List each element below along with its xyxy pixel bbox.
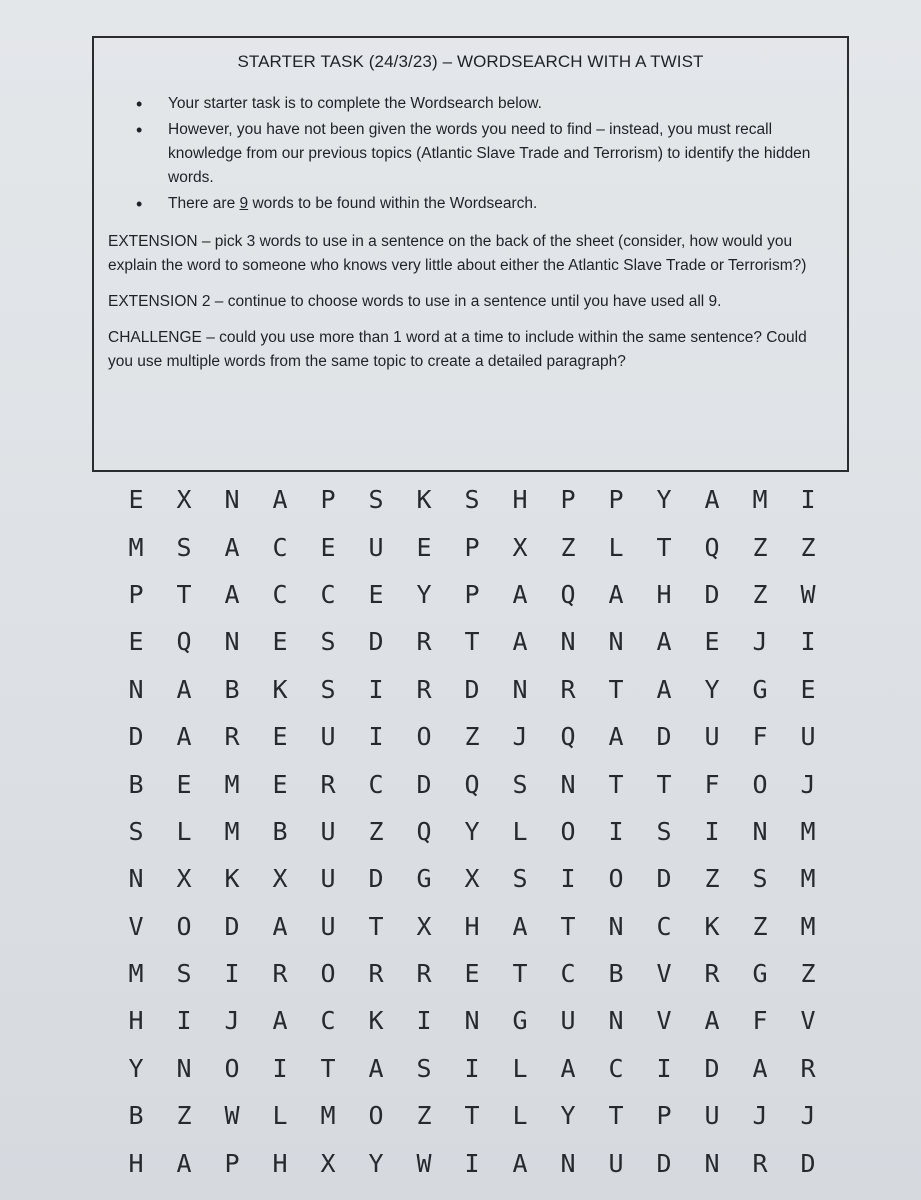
wordsearch-letter: N xyxy=(704,1148,720,1178)
wordsearch-letter: P xyxy=(464,532,480,562)
wordsearch-letter: Z xyxy=(752,532,768,562)
wordsearch-letter: S xyxy=(416,1053,432,1083)
wordsearch-letter: Y xyxy=(416,579,432,609)
wordsearch-letter: Q xyxy=(176,627,192,657)
wordsearch-letter: R xyxy=(320,769,336,799)
wordsearch-letter: P xyxy=(656,1101,672,1131)
wordsearch-letter: K xyxy=(272,674,288,704)
wordsearch-letter: A xyxy=(656,627,672,657)
wordsearch-letter: N xyxy=(560,627,576,657)
wordsearch-letter: C xyxy=(560,959,576,989)
wordsearch-letter: Y xyxy=(464,816,480,846)
wordsearch-letter: O xyxy=(416,722,432,752)
wordsearch-letter: O xyxy=(368,1101,384,1131)
wordsearch-letter: X xyxy=(320,1148,336,1178)
wordsearch-letter: E xyxy=(800,674,816,704)
wordsearch-letter: H xyxy=(128,1006,144,1036)
wordsearch-letter: I xyxy=(224,959,240,989)
wordsearch-letter: R xyxy=(416,627,432,657)
wordsearch-letter: A xyxy=(368,1053,384,1083)
wordsearch-letter: Z xyxy=(464,722,480,752)
wordsearch-letter: L xyxy=(512,816,528,846)
wordsearch-letter: S xyxy=(128,816,144,846)
wordsearch-letter: Z xyxy=(752,579,768,609)
wordsearch-letter: H xyxy=(272,1148,288,1178)
wordsearch-letter: M xyxy=(800,816,816,846)
wordsearch-letter: Y xyxy=(560,1101,576,1131)
instruction-box xyxy=(92,36,849,472)
wordsearch-letter: P xyxy=(608,485,624,515)
wordsearch-letter: I xyxy=(416,1006,432,1036)
wordsearch-letter: U xyxy=(320,911,336,941)
wordsearch-letter: L xyxy=(512,1053,528,1083)
wordsearch-letter: R xyxy=(560,674,576,704)
wordsearch-letter: U xyxy=(704,722,720,752)
wordsearch-letter: W xyxy=(800,579,816,609)
wordsearch-letter: G xyxy=(752,959,768,989)
wordsearch-letter: M xyxy=(320,1101,336,1131)
wordsearch-letter: I xyxy=(464,1053,480,1083)
wordsearch-letter: D xyxy=(416,769,432,799)
wordsearch-letter: T xyxy=(320,1053,336,1083)
wordsearch-letter: A xyxy=(512,627,528,657)
wordsearch-letter: Y xyxy=(656,485,672,515)
wordsearch-letter: I xyxy=(704,816,720,846)
wordsearch-letter: E xyxy=(464,959,480,989)
wordsearch-letter: I xyxy=(608,816,624,846)
wordsearch-letter: R xyxy=(416,959,432,989)
wordsearch-letter: C xyxy=(368,769,384,799)
wordsearch-letter: H xyxy=(464,911,480,941)
wordsearch-letter: P xyxy=(560,485,576,515)
wordsearch-letter: V xyxy=(128,911,144,941)
wordsearch-letter: P xyxy=(464,579,480,609)
wordsearch-letter: S xyxy=(320,674,336,704)
wordsearch-letter: Q xyxy=(560,722,576,752)
wordsearch-letter: X xyxy=(512,532,528,562)
wordsearch-letter: I xyxy=(560,864,576,894)
wordsearch-letter: O xyxy=(224,1053,240,1083)
wordsearch-letter: X xyxy=(272,864,288,894)
wordsearch-letter: U xyxy=(704,1101,720,1131)
wordsearch-letter: Q xyxy=(464,769,480,799)
wordsearch-letter: N xyxy=(224,627,240,657)
wordsearch-letter: O xyxy=(320,959,336,989)
bullet-item xyxy=(108,192,833,216)
wordsearch-letter: B xyxy=(272,816,288,846)
wordsearch-letter: A xyxy=(272,911,288,941)
wordsearch-letter: R xyxy=(272,959,288,989)
wordsearch-letter: N xyxy=(608,911,624,941)
wordsearch-letter: J xyxy=(800,1101,816,1131)
wordsearch-letter: Z xyxy=(752,911,768,941)
wordsearch-letter: M xyxy=(800,911,816,941)
wordsearch-letter: H xyxy=(656,579,672,609)
wordsearch-letter: T xyxy=(656,769,672,799)
wordsearch-letter: D xyxy=(800,1148,816,1178)
wordsearch-letter: H xyxy=(128,1148,144,1178)
wordsearch-letter: Z xyxy=(176,1101,192,1131)
wordsearch-letter: F xyxy=(752,722,768,752)
wordsearch-letter: D xyxy=(224,911,240,941)
wordsearch-letter: R xyxy=(704,959,720,989)
bullet-dot: • xyxy=(136,194,143,214)
wordsearch-letter: N xyxy=(464,1006,480,1036)
wordsearch-letter: U xyxy=(368,532,384,562)
wordsearch-letter: R xyxy=(368,959,384,989)
wordsearch-letter: W xyxy=(416,1148,432,1178)
wordsearch-letter: T xyxy=(656,532,672,562)
wordsearch-letter: R xyxy=(800,1053,816,1083)
wordsearch-letter: O xyxy=(608,864,624,894)
wordsearch-letter: N xyxy=(128,864,144,894)
wordsearch-letter: D xyxy=(464,674,480,704)
wordsearch-letter: G xyxy=(752,674,768,704)
wordsearch-letter: D xyxy=(656,1148,672,1178)
wordsearch-letter: A xyxy=(512,1148,528,1178)
wordsearch-letter: A xyxy=(176,722,192,752)
wordsearch-letter: B xyxy=(128,1101,144,1131)
wordsearch-letter: J xyxy=(752,1101,768,1131)
wordsearch-letter: S xyxy=(320,627,336,657)
wordsearch-letter: F xyxy=(704,769,720,799)
wordsearch-letter: M xyxy=(224,816,240,846)
wordsearch-letter: X xyxy=(176,485,192,515)
wordsearch-letter: D xyxy=(128,722,144,752)
wordsearch-letter: L xyxy=(272,1101,288,1131)
wordsearch-letter: Z xyxy=(800,959,816,989)
wordsearch-letter: V xyxy=(800,1006,816,1036)
bullet-text-before: There are xyxy=(168,195,240,212)
wordsearch-letter: U xyxy=(608,1148,624,1178)
bullet-text-after: words to be found within the Wordsearch. xyxy=(248,195,538,212)
wordsearch-letter: T xyxy=(512,959,528,989)
wordsearch-letter: K xyxy=(704,911,720,941)
wordsearch-letter: T xyxy=(176,579,192,609)
wordsearch-letter: A xyxy=(608,579,624,609)
wordsearch-letter: S xyxy=(368,485,384,515)
wordsearch-letter: M xyxy=(128,532,144,562)
challenge-text: CHALLENGE – could you use more than 1 word at a time to include within the same sentence? Could you use multiple words from the same topic to create a detailed paragraph? xyxy=(108,329,807,370)
wordsearch-letter: O xyxy=(752,769,768,799)
wordsearch-letter: A xyxy=(272,485,288,515)
wordsearch-letter: E xyxy=(272,627,288,657)
wordsearch-letter: K xyxy=(416,485,432,515)
wordsearch-letter: I xyxy=(800,485,816,515)
wordsearch-letter: S xyxy=(464,485,480,515)
wordsearch-letter: A xyxy=(272,1006,288,1036)
wordsearch-letter: N xyxy=(512,674,528,704)
wordsearch-letter: N xyxy=(608,1006,624,1036)
bullet-text: Your starter task is to complete the Wordsearch below. xyxy=(168,95,542,112)
wordsearch-letter: Y xyxy=(368,1148,384,1178)
wordsearch-letter: D xyxy=(704,579,720,609)
wordsearch-letter: A xyxy=(176,674,192,704)
wordsearch-letter: X xyxy=(416,911,432,941)
wordsearch-letter: C xyxy=(272,579,288,609)
wordsearch-letter: N xyxy=(560,769,576,799)
wordsearch-letter: B xyxy=(128,769,144,799)
wordsearch-letter: T xyxy=(608,1101,624,1131)
wordsearch-letter: H xyxy=(512,485,528,515)
wordsearch-letter: S xyxy=(512,769,528,799)
wordsearch-letter: I xyxy=(176,1006,192,1036)
wordsearch-letter: G xyxy=(512,1006,528,1036)
wordsearch-letter: E xyxy=(320,532,336,562)
wordsearch-letter: M xyxy=(800,864,816,894)
wordsearch-letter: I xyxy=(368,674,384,704)
extension-2-text: EXTENSION 2 – continue to choose words to use in a sentence until you have used all 9. xyxy=(108,293,722,310)
wordsearch-letter: I xyxy=(656,1053,672,1083)
wordsearch-letter: E xyxy=(128,627,144,657)
wordsearch-letter: N xyxy=(560,1148,576,1178)
wordsearch-letter: D xyxy=(656,722,672,752)
wordsearch-letter: N xyxy=(128,674,144,704)
wordsearch-letter: K xyxy=(368,1006,384,1036)
wordsearch-letter: J xyxy=(512,722,528,752)
bullet-item xyxy=(108,118,833,190)
wordsearch-letter: E xyxy=(128,485,144,515)
wordsearch-letter: E xyxy=(704,627,720,657)
wordsearch-letter: E xyxy=(368,579,384,609)
wordsearch-letter: I xyxy=(272,1053,288,1083)
extension-text: EXTENSION – pick 3 words to use in a sentence on the back of the sheet (consider, how would you explain the word to someone who knows very little about either the Atlantic Slave Trade or Terrorism?) xyxy=(108,233,807,274)
wordsearch-letter: U xyxy=(800,722,816,752)
wordsearch-letter: A xyxy=(608,722,624,752)
wordsearch-letter: L xyxy=(176,816,192,846)
wordsearch-letter: V xyxy=(656,1006,672,1036)
instruction-bullets xyxy=(108,92,833,216)
wordsearch-letter: X xyxy=(464,864,480,894)
wordsearch-letter: Y xyxy=(128,1053,144,1083)
wordsearch-letter: O xyxy=(176,911,192,941)
wordsearch-letter: A xyxy=(704,485,720,515)
wordsearch-letter: P xyxy=(128,579,144,609)
wordsearch-letter: S xyxy=(512,864,528,894)
wordsearch-letter: A xyxy=(512,911,528,941)
wordsearch-letter: E xyxy=(176,769,192,799)
wordsearch-letter: Z xyxy=(800,532,816,562)
wordsearch-letter: O xyxy=(560,816,576,846)
wordsearch-letter: G xyxy=(416,864,432,894)
wordsearch-letter: J xyxy=(224,1006,240,1036)
bullet-item xyxy=(108,92,833,116)
wordsearch-letter: B xyxy=(224,674,240,704)
wordsearch-letter: A xyxy=(656,674,672,704)
wordsearch-letter: R xyxy=(416,674,432,704)
wordsearch-letter: Q xyxy=(416,816,432,846)
wordsearch-letter: A xyxy=(704,1006,720,1036)
wordsearch-letter: D xyxy=(368,627,384,657)
wordsearch-letter: P xyxy=(320,485,336,515)
wordsearch-letter: J xyxy=(752,627,768,657)
wordsearch-letter: K xyxy=(224,864,240,894)
wordsearch-letter: Z xyxy=(368,816,384,846)
wordsearch-letter: V xyxy=(656,959,672,989)
wordsearch-letter: N xyxy=(224,485,240,515)
wordsearch-letter: S xyxy=(752,864,768,894)
wordsearch-letter: Y xyxy=(704,674,720,704)
wordsearch-letter: L xyxy=(512,1101,528,1131)
wordsearch-letter: D xyxy=(368,864,384,894)
wordsearch-letter: S xyxy=(176,532,192,562)
wordsearch-letter: Z xyxy=(416,1101,432,1131)
wordsearch-letter: T xyxy=(368,911,384,941)
wordsearch-letter: Z xyxy=(560,532,576,562)
bullet-dot: • xyxy=(136,120,143,140)
wordsearch-letter: N xyxy=(608,627,624,657)
wordsearch-letter: U xyxy=(320,864,336,894)
wordsearch-letter: X xyxy=(176,864,192,894)
wordsearch-letter: J xyxy=(800,769,816,799)
wordsearch-letter: T xyxy=(608,769,624,799)
wordsearch-letter: C xyxy=(608,1053,624,1083)
wordsearch-letter: D xyxy=(704,1053,720,1083)
wordsearch-grid xyxy=(112,476,832,1188)
bullet-dot: • xyxy=(136,94,143,114)
wordsearch-letter: T xyxy=(608,674,624,704)
wordsearch-letter: L xyxy=(608,532,624,562)
wordsearch-letter: A xyxy=(512,579,528,609)
wordsearch-letter: Q xyxy=(560,579,576,609)
wordsearch-letter: A xyxy=(224,579,240,609)
wordsearch-letter: A xyxy=(752,1053,768,1083)
wordsearch-letter: M xyxy=(128,959,144,989)
wordsearch-letter: U xyxy=(320,816,336,846)
wordsearch-letter: D xyxy=(656,864,672,894)
word-count: 9 xyxy=(239,195,249,212)
wordsearch-letter: S xyxy=(176,959,192,989)
task-title: STARTER TASK (24/3/23) – WORDSEARCH WITH A TWIST xyxy=(237,52,704,71)
wordsearch-letter: E xyxy=(416,532,432,562)
wordsearch-letter: Z xyxy=(704,864,720,894)
wordsearch-letter: R xyxy=(224,722,240,752)
wordsearch-letter: E xyxy=(272,769,288,799)
wordsearch-letter: C xyxy=(320,579,336,609)
wordsearch-letter: T xyxy=(464,627,480,657)
wordsearch-letter: M xyxy=(752,485,768,515)
wordsearch-letter: A xyxy=(224,532,240,562)
wordsearch-letter: I xyxy=(800,627,816,657)
wordsearch-letter: U xyxy=(560,1006,576,1036)
wordsearch-letter: Q xyxy=(704,532,720,562)
wordsearch-letter: B xyxy=(608,959,624,989)
wordsearch-letter: F xyxy=(752,1006,768,1036)
wordsearch-letter: T xyxy=(560,911,576,941)
wordsearch-letter: W xyxy=(224,1101,240,1131)
wordsearch-letter: T xyxy=(464,1101,480,1131)
wordsearch-letter: C xyxy=(320,1006,336,1036)
wordsearch-letter: I xyxy=(464,1148,480,1178)
wordsearch-letter: M xyxy=(224,769,240,799)
wordsearch-letter: A xyxy=(176,1148,192,1178)
wordsearch-letter: N xyxy=(176,1053,192,1083)
wordsearch-letter: R xyxy=(752,1148,768,1178)
bullet-text: However, you have not been given the words you need to find – instead, you must recall knowledge from our previous topics (Atlantic Slave Trade and Terrorism) to identify the hidden words. xyxy=(168,121,811,186)
wordsearch-letter: I xyxy=(368,722,384,752)
wordsearch-letter: C xyxy=(272,532,288,562)
wordsearch-letter: S xyxy=(656,816,672,846)
wordsearch-letter: E xyxy=(272,722,288,752)
wordsearch-letter: P xyxy=(224,1148,240,1178)
wordsearch-letter: C xyxy=(656,911,672,941)
wordsearch-letter: U xyxy=(320,722,336,752)
wordsearch-letter: A xyxy=(560,1053,576,1083)
wordsearch-letter: N xyxy=(752,816,768,846)
